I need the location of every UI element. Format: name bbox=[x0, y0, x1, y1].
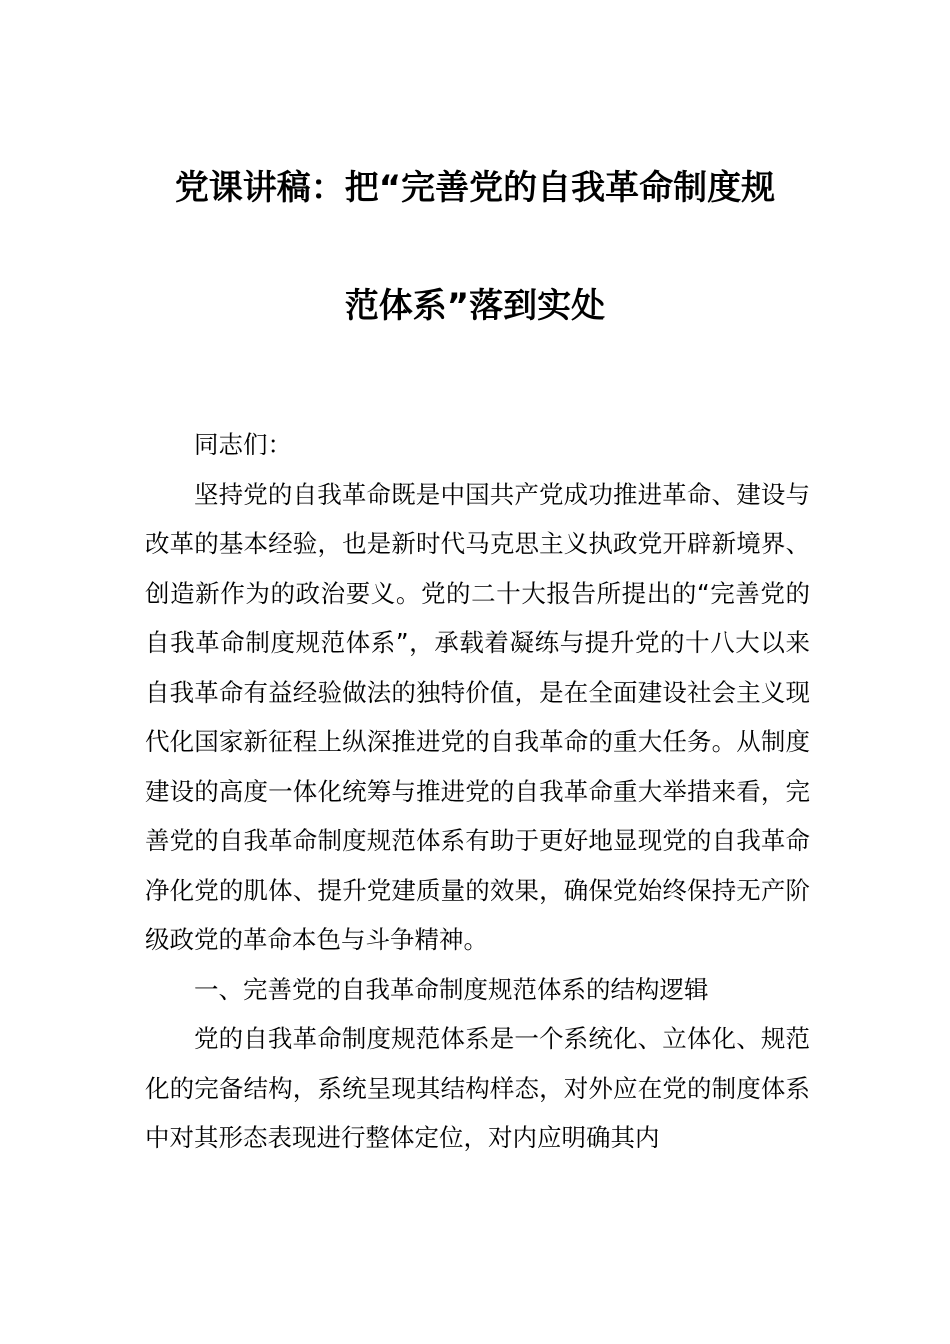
section-heading: 一、完善党的自我革命制度规范体系的结构逻辑 bbox=[194, 974, 709, 1004]
paragraph-section-1: 党的自我革命制度规范体系是一个系统化、立体化、规范化的完备结构，系统呈现其结构样态，对外应在党的制度体系中对其形态表现进行整体定位，对内应明确其内 bbox=[145, 1024, 810, 1152]
title-line-1: 党课讲稿：把“完善党的自我革命制度规 bbox=[174, 168, 776, 208]
title-line-2: 范体系”落到实处 bbox=[344, 286, 606, 326]
paragraph-intro: 坚持党的自我革命既是中国共产党成功推进革命、建设与改革的基本经验，也是新时代马克思主义执政党开辟新境界、创造新作为的政治要义。党的二十大报告所提出的“完善党的自我革命制度规范体系”，承载着凝练与提升党的十八大以来自我革命有益经验做法的独特价值，是在全面建设社会主义现代化国家新征程上纵深推进党的自我革命的重大任务。从制度建设的高度一体化统筹与推进党的自我革命重大举措来看，完善党的自我革命制度规范体系有助于更好地显现党的自我革命净化党的肌体、提升党建质量的效果，确保党始终保持无产阶级政党的革命本色与斗争精神。 bbox=[145, 479, 810, 954]
document-body bbox=[145, 420, 810, 1163]
salutation: 同志们： bbox=[194, 430, 292, 459]
